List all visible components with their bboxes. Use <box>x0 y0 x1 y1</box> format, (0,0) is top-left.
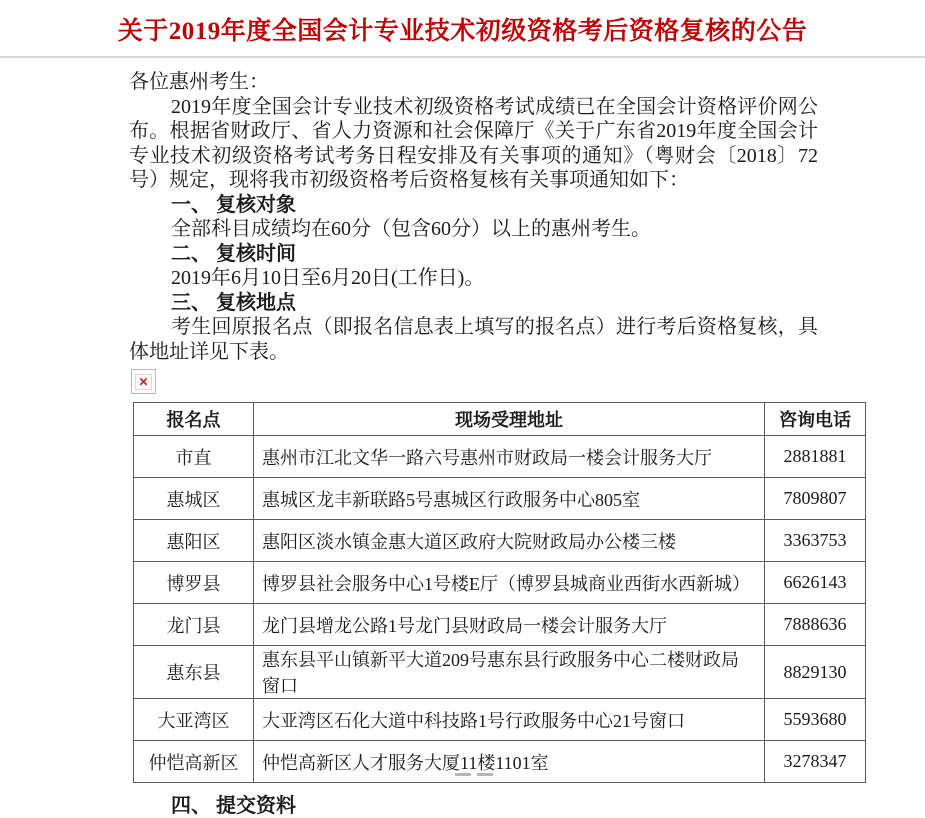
cell-phone: 7888636 <box>765 604 866 646</box>
table-row <box>134 604 866 646</box>
cell-phone: 5593680 <box>765 699 866 741</box>
cell-site: 惠东县 <box>134 646 254 699</box>
section-1-heading: 一、 复核对象 <box>171 193 296 216</box>
table-row <box>134 478 866 520</box>
cell-phone: 3363753 <box>765 520 866 562</box>
table-row <box>134 646 866 699</box>
title-divider <box>0 56 925 58</box>
cell-address: 惠州市江北文华一路六号惠州市财政局一楼会计服务大厅 <box>254 436 765 478</box>
cell-site: 龙门县 <box>134 604 254 646</box>
cell-site: 大亚湾区 <box>134 699 254 741</box>
cell-site: 惠阳区 <box>134 520 254 562</box>
cell-phone: 6626143 <box>765 562 866 604</box>
cell-site: 仲恺高新区 <box>134 741 254 783</box>
broken-image-icon <box>131 369 156 394</box>
table-row <box>134 562 866 604</box>
section-2-heading: 二、 复核时间 <box>171 242 296 265</box>
table-header-row <box>134 403 866 436</box>
page-title: 关于2019年度全国会计专业技术初级资格考后资格复核的公告 <box>117 18 808 45</box>
table-row <box>134 699 866 741</box>
header-site: 报名点 <box>134 403 254 436</box>
section-2-content: 2019年6月10日至6月20日(工作日)。 <box>171 267 485 289</box>
cell-address: 惠阳区淡水镇金惠大道区政府大院财政局办公楼三楼 <box>254 520 765 562</box>
red-x-icon: ✕ <box>135 374 151 390</box>
cell-address: 大亚湾区石化大道中科技路1号行政服务中心21号窗口 <box>254 699 765 741</box>
header-address: 现场受理地址 <box>254 403 765 436</box>
cell-address: 惠东县平山镇新平大道209号惠东县行政服务中心二楼财政局窗口 <box>254 646 765 699</box>
cell-phone: 8829130 <box>765 646 866 699</box>
salutation: 各位惠州考生： <box>129 71 269 93</box>
intro-paragraph: 2019年度全国会计专业技术初级资格考试成绩已在全国会计资格评价网公布。根据省财政厅、省人力资源和社会保障厅《关于广东省2019年度全国会计专业技术初级资格考试考务日程安排及有关事项的通知》（粤财会〔2018〕72号）规定，现将我市初级资格考后资格复核有关事项通知如下： <box>129 95 818 191</box>
cell-address: 博罗县社会服务中心1号楼E厅（博罗县城商业西街水西新城） <box>254 562 765 604</box>
cell-phone: 3278347 <box>765 741 866 783</box>
announcement-body <box>129 70 818 394</box>
table-row <box>134 436 866 478</box>
section-1-content: 全部科目成绩均在60分（包含60分）以上的惠州考生。 <box>171 218 651 240</box>
cell-site: 惠城区 <box>134 478 254 520</box>
cell-phone: 7809807 <box>765 478 866 520</box>
table-resize-handle-artifact <box>455 773 493 776</box>
cell-site: 市直 <box>134 436 254 478</box>
header-phone: 咨询电话 <box>765 403 866 436</box>
cell-site: 博罗县 <box>134 562 254 604</box>
cell-address: 惠城区龙丰新联路5号惠城区行政服务中心805室 <box>254 478 765 520</box>
table-row <box>134 520 866 562</box>
section-3-heading: 三、 复核地点 <box>171 291 296 314</box>
review-locations-table <box>133 402 866 783</box>
table-row <box>134 741 866 783</box>
cell-phone: 2881881 <box>765 436 866 478</box>
section-3-content: 考生回原报名点（即报名信息表上填写的报名点）进行考后资格复核，具体地址详见下表。 <box>129 316 818 363</box>
cell-address: 龙门县增龙公路1号龙门县财政局一楼会计服务大厅 <box>254 604 765 646</box>
review-table-body <box>134 436 866 783</box>
section-4-heading-partial: 四、 提交资料 <box>171 795 296 817</box>
cell-address: 仲恺高新区人才服务大厦11楼1101室 <box>254 741 765 783</box>
